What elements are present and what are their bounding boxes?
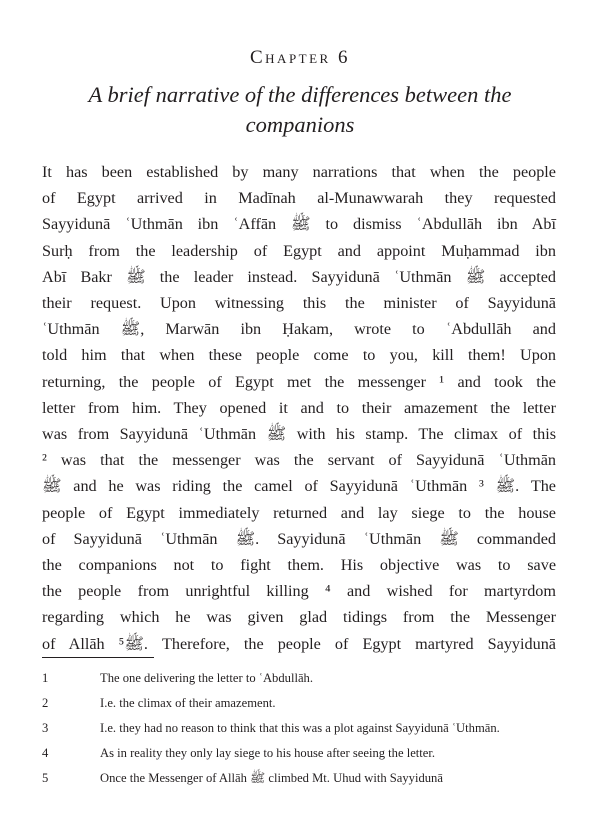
body-line: returning, the people of Egypt met the messenger ¹ and took the	[42, 372, 556, 391]
footnote-number: 3	[42, 721, 49, 735]
body-line: ² was that the messenger was the servant of Sayyidunā ʿUthmān	[42, 451, 556, 470]
body-line: the companions not to fight them. His objective was to save	[42, 556, 556, 575]
body-line: regarding which he was given glad tidings from the Messenger	[42, 608, 556, 627]
footnote-divider	[42, 657, 154, 658]
body-line: told him that when these people come to you, kill them! Upon	[42, 346, 556, 365]
footnote-number: 4	[42, 746, 49, 760]
body-line: was from Sayyidunā ʿUthmān ﷺ with his stamp. The climax of this	[42, 425, 556, 444]
body-line: ʿUthmān ﷺ, Marwān ibn Ḥakam, wrote to ʿAbdullāh and	[42, 320, 556, 339]
body-line: of Allāh ﷺ⁵. Therefore, the people of Egypt martyred Sayyidunā	[42, 634, 556, 653]
footnote-item	[42, 768, 556, 789]
footnote-item	[42, 718, 556, 739]
body-line: of Sayyidunā ʿUthmān ﷺ. Sayyidunā ʿUthmān ﷺ commanded	[42, 529, 556, 548]
footnote-number: 1	[42, 671, 49, 685]
body-line: people of Egypt immediately returned and lay siege to the house	[42, 503, 556, 522]
footnotes	[42, 668, 556, 789]
body-line: of Egypt arrived in Madīnah al-Munawwarah they requested	[42, 189, 556, 208]
footnote-number: 5	[42, 771, 49, 785]
footnote-item	[42, 668, 556, 689]
body-line: letter from him. They opened it and to their amazement the letter	[42, 398, 556, 417]
footnote-text: I.e. the climax of their amazement.	[100, 696, 276, 710]
footnote-text: The one delivering the letter to ʿAbdullāh.	[100, 671, 313, 685]
footnote-item	[42, 743, 556, 764]
body-line: Surḥ from the leadership of Egypt and appoint Muḥammad ibn	[42, 241, 556, 260]
footnote-text: I.e. they had no reason to think that this was a plot against Sayyidunā ʿUthmān.	[100, 721, 500, 735]
footnote-item	[42, 693, 556, 714]
body-line: their request. Upon witnessing this the minister of Sayyidunā	[42, 294, 556, 313]
chapter-title: A brief narrative of the differences between the companions	[88, 82, 512, 137]
body-line: ﷺ and he was riding the camel of Sayyidunā ʿUthmān ﷺ ³. The	[42, 477, 556, 496]
footnote-text: Once the Messenger of Allāh ﷺ climbed Mt. Uhud with Sayyidunā	[100, 771, 443, 785]
body-line: Abī Bakr ﷺ the leader instead. Sayyidunā ʿUthmān ﷺ accepted	[42, 267, 557, 286]
body-line: the people from unrightful killing ⁴ and wished for martyrdom	[42, 582, 556, 601]
body-line: It has been established by many narrations that when the people	[42, 163, 556, 181]
footnote-text: As in reality they only lay siege to his house after seeing the letter.	[100, 746, 436, 760]
body-paragraph	[42, 159, 556, 657]
footnote-number: 2	[42, 696, 49, 710]
chapter-label: Chapter 6	[250, 47, 350, 68]
body-line: Sayyidunā ʿUthmān ibn ʿAffān ﷺ to dismiss ʿAbdullāh ibn Abī	[42, 215, 556, 234]
